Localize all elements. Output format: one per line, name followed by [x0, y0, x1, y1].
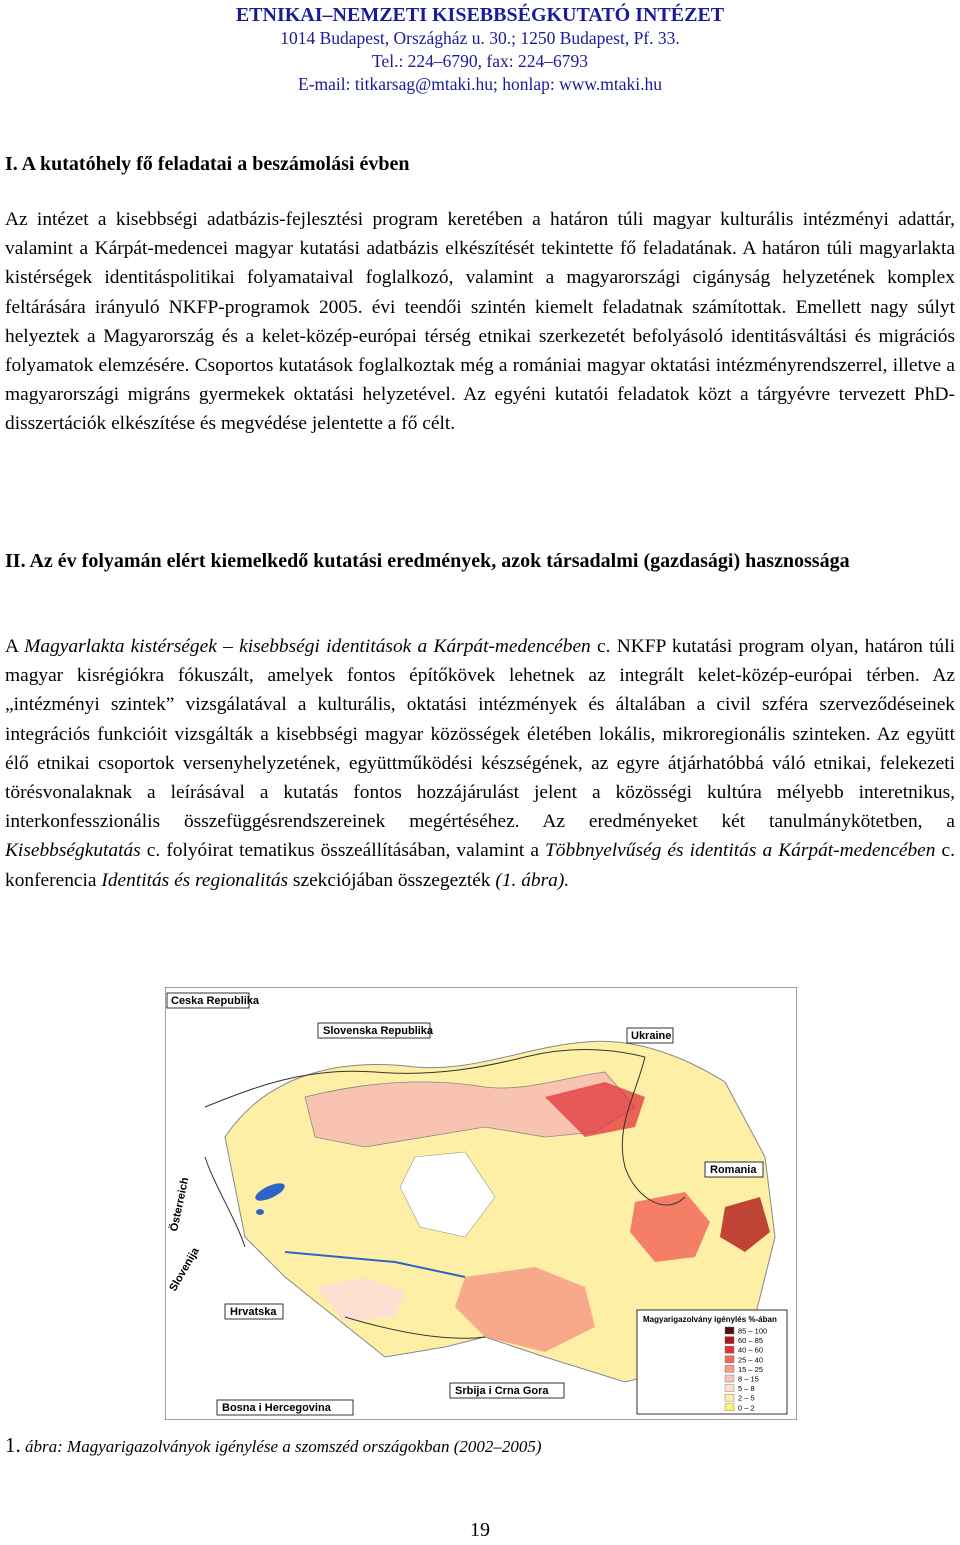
page-number: 19	[470, 1519, 490, 1541]
institute-header	[0, 4, 960, 96]
text-run: c. folyóirat tematikus összeállításában, valamint a	[140, 840, 546, 862]
legend-label: 5 – 8	[738, 1384, 755, 1394]
section-1-title: I. A kutatóhely fő feladatai a beszámolási évben	[5, 153, 410, 175]
label-rs: Srbija i Crna Gora	[455, 1385, 549, 1397]
conference-title: Többnyelvűség és identitás a Kárpát-medencében	[545, 840, 936, 862]
legend-swatch	[725, 1385, 734, 1392]
label-ro: Romania	[710, 1164, 757, 1176]
caption-text: ábra: Magyarigazolványok igénylése a szomszéd országokban (2002–2005)	[20, 1437, 542, 1456]
section-2-body	[5, 632, 955, 984]
label-sk: Slovenska Republika	[323, 1025, 434, 1037]
text-run: c. NKFP kutatási program olyan, határon túli magyar kisrégiókra fókuszált, amelyek fontos építőkövek lehetnek az integrált kelet-közép-európai térben. Az „intézményi szintek” vizsgálatával a kulturális, oktatási intézmények és általában a civil szféra szerveződéseinek integrációs funkcióit vizsgálták a kisebbségi magyar közösségek életében lokális, mikroregionális szinteken. Az együtt élő etnikai csoportok versenyhelyzetének, együttműködési készségének, az egyre átjárhatóbbá váló etnikai, felekezeti törésvonalaknak a leírásával a kutatás fontos hozzájárulást jelent a közösségi kultúra mélyebb interetnikus, interkonfesszionális összefüggésrendszereinek megértéséhez. Az eredményeket két tanulmánykötetben, a	[5, 636, 955, 833]
label-hr: Hrvatska	[230, 1306, 277, 1318]
legend-label: 25 – 40	[738, 1355, 764, 1365]
map-legend	[637, 1310, 787, 1414]
legend-swatch	[725, 1375, 734, 1382]
figure-map	[165, 987, 797, 1420]
legend-swatch	[725, 1356, 734, 1363]
institute-address: 1014 Budapest, Országház u. 30.; 1250 Budapest, Pf. 33.	[280, 28, 680, 48]
label-ba: Bosna i Hercegovina	[222, 1402, 331, 1414]
text-run: szekciójában összegezték	[288, 869, 496, 891]
legend-label: 8 – 15	[738, 1374, 759, 1384]
text-run: A	[5, 636, 25, 657]
legend-label: 0 – 2	[738, 1403, 755, 1413]
project-title: Magyarlakta kistérségek – kisebbségi identitások a Kárpát-medencében	[24, 636, 591, 657]
legend-label: 85 – 100	[738, 1326, 768, 1336]
label-si: Slovenija	[167, 1245, 202, 1294]
legend-swatch	[725, 1404, 734, 1411]
legend-label: 15 – 25	[738, 1364, 764, 1374]
label-cz: Ceska Republika	[171, 995, 260, 1007]
text-run: c. konferencia	[5, 840, 955, 891]
label-at: Österreich	[168, 1176, 192, 1233]
legend-swatch	[725, 1346, 734, 1353]
legend-title: Magyarigazolvány igénylés %-ában	[643, 1315, 777, 1324]
institute-email: E-mail: titkarsag@mtaki.hu; honlap: www.mtaki.hu	[298, 74, 662, 94]
legend-swatch	[725, 1394, 734, 1401]
institute-phone: Tel.: 224–6790, fax: 224–6793	[371, 51, 589, 71]
session-title: Identitás és regionalitás	[101, 869, 289, 891]
figure-caption	[5, 1433, 542, 1458]
label-ua: Ukraine	[631, 1030, 672, 1042]
journal-title: Kisebbségkutatás	[5, 840, 141, 862]
caption-number: 1.	[5, 1433, 21, 1457]
legend-label: 2 – 5	[738, 1393, 755, 1403]
legend-swatch	[725, 1337, 734, 1344]
legend-label: 60 – 85	[738, 1336, 764, 1346]
section-1-body: Az intézet a kisebbségi adatbázis-fejlesztési program keretében a határon túli magyar kulturális intézményi adattár, valamint a Kárpát-medencei magyar kutatási adatbázis elkészítését tekintette fő feladatának. A határon túli magyarlakta kistérségek identitáspolitikai folyamataival foglalkozó, valamint a magyarországi cigányság helyzetének komplex feltárására irányuló NKFP-programok 2005. évi teendői szintén kiemelt feladatnak számítottak. Emellett nagy súlyt helyeztek a Magyarország és a kelet-közép-európai térség etnikai szerkezetét befolyásoló identitásváltási és migrációs folyamatok elemzésére. Csoportos kutatások foglalkoztak még a romániai magyar oktatási intézményrendszerrel, illetve a magyarországi migráns gyermekek oktatási helyzetével. Az egyéni kutatói feladatok közt a tárgyévre tervezett PhD-disszertációk elkészítése és megvédése jelentette a fő célt.	[5, 209, 955, 435]
figure-reference: (1. ábra).	[495, 869, 570, 891]
legend-swatch	[725, 1327, 734, 1334]
section-2-title: II. Az év folyamán elért kiemelkedő kutatási eredmények, azok társadalmi (gazdasági) hasznossága	[5, 550, 850, 572]
legend-swatch	[725, 1365, 734, 1372]
institute-name: ETNIKAI–NEMZETI KISEBBSÉGKUTATÓ INTÉZET	[235, 4, 725, 26]
legend-label: 40 – 60	[738, 1345, 764, 1355]
